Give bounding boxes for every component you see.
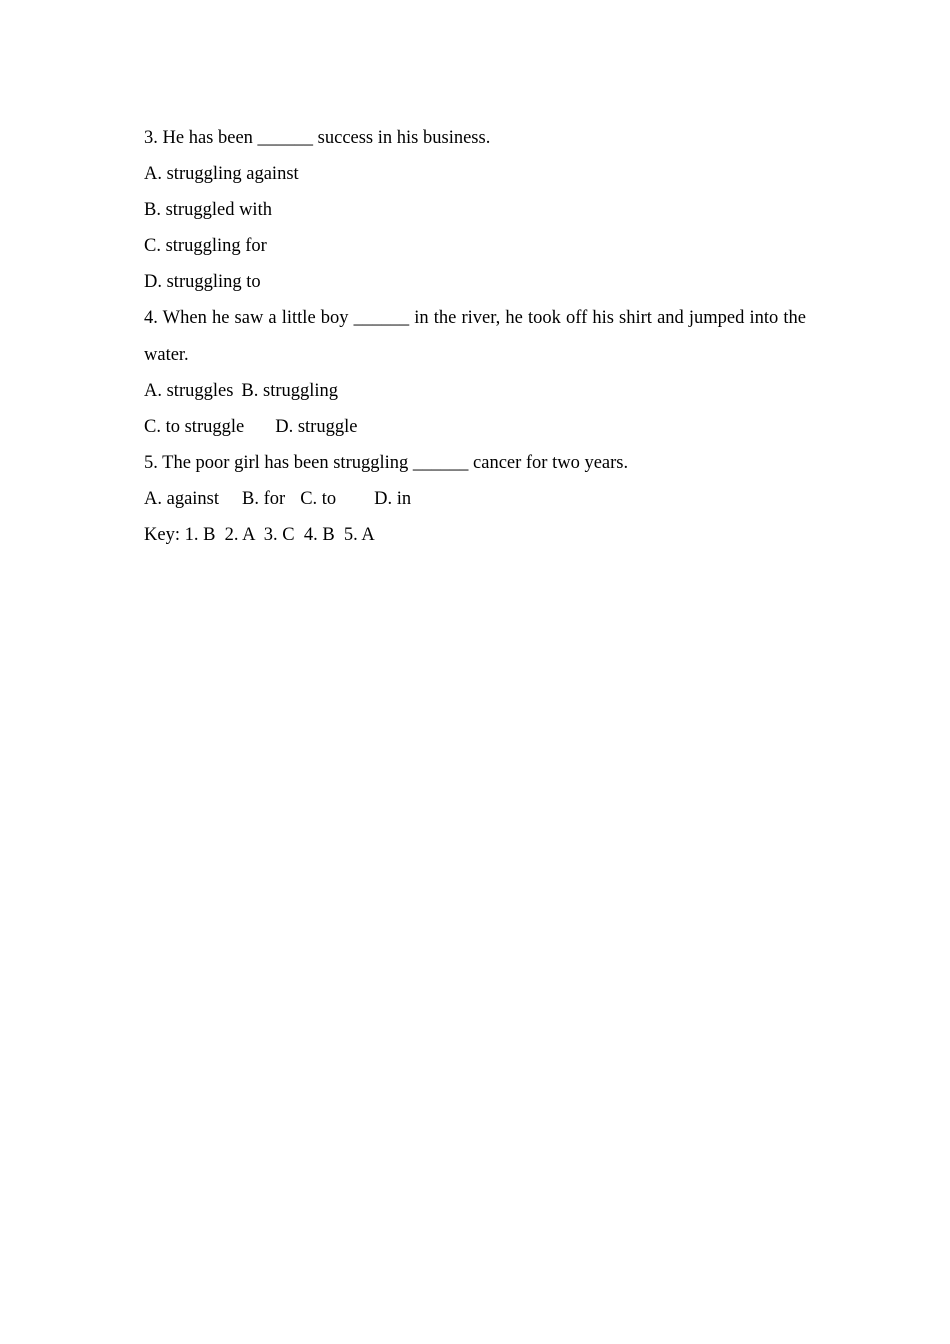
question-5-options-row: [144, 481, 806, 517]
question-3-option-c: C. struggling for: [144, 236, 267, 256]
question-5-option-b: B. for: [242, 489, 286, 509]
question-4-option-d: D. struggle: [275, 417, 358, 437]
answer-key: Key: 1. B 2. A 3. C 4. B 5. A: [144, 525, 375, 545]
question-5-option-a: A. against: [144, 489, 220, 509]
question-3-option-d: D. struggling to: [144, 272, 261, 292]
question-4-option-c: C. to struggle: [144, 417, 245, 437]
question-3-option-a: A. struggling against: [144, 164, 299, 184]
question-3-stem: 3. He has been ______ success in his business.: [144, 128, 491, 148]
question-5-option-c: C. to: [300, 489, 337, 509]
document-page: [144, 120, 806, 553]
question-3-option-b: B. struggled with: [144, 200, 272, 220]
question-5-option-d: D. in: [374, 489, 412, 509]
question-4-option-b: B. struggling: [241, 381, 339, 401]
question-4-stem: 4. When he saw a little boy ______ in the river, he took off his shirt and jumped into the water.: [144, 308, 806, 365]
question-4-options-row-1: [144, 373, 806, 409]
question-4-option-a: A. struggles: [144, 381, 234, 401]
question-4-options-row-2: [144, 409, 806, 445]
question-5-stem: 5. The poor girl has been struggling ______ cancer for two years.: [144, 453, 629, 473]
